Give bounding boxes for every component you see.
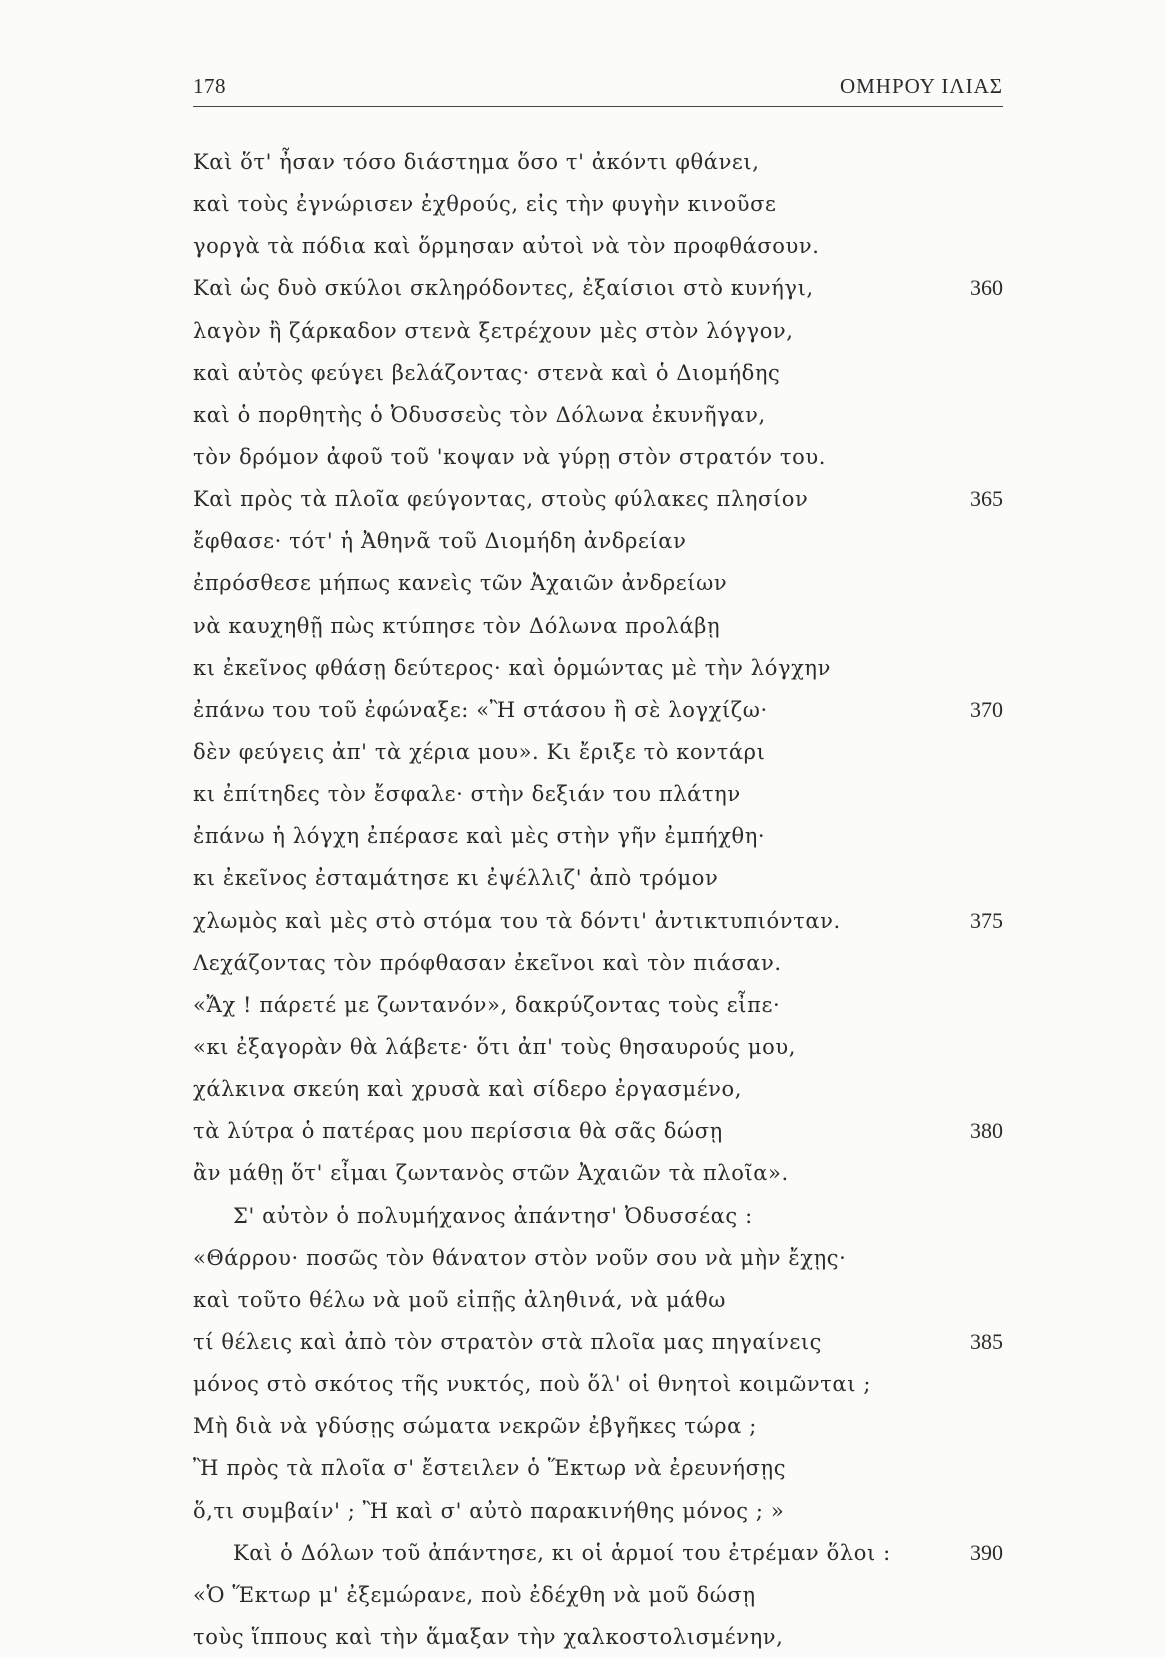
- line-number: 385: [970, 1328, 1003, 1354]
- verse-line: [193, 1195, 1003, 1237]
- verse-text: ὅ,τι συμβαίν' ; Ἢ καὶ σ' αὐτὸ παρακινήθης μόνος ; »: [193, 1498, 785, 1523]
- verse-line: [193, 605, 1003, 647]
- poem-text: [193, 141, 1003, 1658]
- verse-text: «Ὁ Ἕκτωρ μ' ἐξεμώρανε, ποὺ ἐδέχθη νὰ μοῦ δώσῃ: [193, 1582, 756, 1607]
- verse-line: [193, 815, 1003, 857]
- verse-text: «Ἄχ ! πάρετέ με ζωντανόν», δακρύζοντας τοὺς εἶπε·: [193, 992, 781, 1017]
- verse-line: [193, 1616, 1003, 1658]
- line-number: 375: [970, 907, 1003, 933]
- verse-text: νὰ καυχηθῇ πὼς κτύπησε τὸν Δόλωνα προλάβῃ: [193, 613, 721, 638]
- verse-line: [193, 1532, 1003, 1574]
- verse-text: «κι ἐξαγορὰν θὰ λάβετε· ὅτι ἀπ' τοὺς θησαυρούς μου,: [193, 1034, 797, 1059]
- verse-text: Ἢ πρὸς τὰ πλοῖα σ' ἔστειλεν ὁ Ἕκτωρ νὰ ἐρευνήσῃς: [193, 1456, 787, 1481]
- verse-line: [193, 352, 1003, 394]
- line-number: 360: [970, 275, 1003, 301]
- verse-text: Σ' αὐτὸν ὁ πολυμήχανος ἀπάντησ' Ὀδυσσέας :: [233, 1203, 753, 1228]
- verse-line: [193, 478, 1003, 520]
- verse-text: Καὶ ὅτ' ἦσαν τόσο διάστημα ὅσο τ' ἀκόντι φθάνει,: [193, 150, 760, 174]
- verse-text: κι ἐκεῖνος ἐσταμάτησε κι ἐψέλλιζ' ἀπὸ τρόμον: [193, 866, 719, 891]
- verse-line: [193, 1405, 1003, 1447]
- verse-line: [193, 1321, 1003, 1363]
- verse-line: [193, 773, 1003, 815]
- verse-text: Καὶ ὡς δυὸ σκύλοι σκληρόδοντες, ἐξαίσιοι στὸ κυνήγι,: [193, 276, 814, 301]
- verse-line: [193, 942, 1003, 984]
- verse-text: ἐπάνω ἡ λόγχη ἐπέρασε καὶ μὲς στὴν γῆν ἐμπήχθη·: [193, 824, 766, 849]
- page-number: 178: [193, 74, 226, 98]
- verse-line: [193, 1574, 1003, 1616]
- verse-text: δὲν φεύγεις ἀπ' τὰ χέρια μου». Κι ἔριξε τὸ κοντάρι: [193, 739, 766, 764]
- verse-line: [193, 394, 1003, 436]
- verse-text: τὸν δρόμον ἀφοῦ τοῦ 'κοψαν νὰ γύρῃ στὸν στρατόν του.: [193, 444, 827, 469]
- page-header: [193, 74, 1003, 104]
- verse-line: [193, 520, 1003, 562]
- verse-text: καὶ τοῦτο θέλω νὰ μοῦ εἰπῇς ἀληθινά, νὰ μάθω: [193, 1287, 726, 1312]
- verse-text: τὰ λύτρα ὁ πατέρας μου περίσσια θὰ σᾶς δώσῃ: [193, 1119, 723, 1144]
- verse-line: [193, 310, 1003, 352]
- verse-text: καὶ τοὺς ἐγνώρισεν ἐχθρούς, εἰς τὴν φυγὴν κινοῦσε: [193, 192, 777, 217]
- verse-text: Μὴ διὰ νὰ γδύσῃς σώματα νεκρῶν ἐβγῆκες τώρα ;: [193, 1414, 757, 1439]
- verse-text: ἐπρόσθεσε μήπως κανεὶς τῶν Ἀχαιῶν ἀνδρείων: [193, 571, 728, 596]
- verse-line: [193, 1110, 1003, 1152]
- verse-text: καὶ ὁ πορθητὴς ὁ Ὀδυσσεὺς τὸν Δόλωνα ἐκυνῆγαν,: [193, 402, 766, 427]
- verse-text: γοργὰ τὰ πόδια καὶ ὅρμησαν αὐτοὶ νὰ τὸν προφθάσουν.: [193, 234, 820, 259]
- verse-text: Λεχάζοντας τὸν πρόφθασαν ἐκεῖνοι καὶ τὸν πιάσαν.: [193, 950, 782, 975]
- verse-text: τί θέλεις καὶ ἀπὸ τὸν στρατὸν στὰ πλοῖα μας πηγαίνεις: [193, 1329, 823, 1354]
- verse-line: [193, 900, 1003, 942]
- verse-text: Καὶ ὁ Δόλων τοῦ ἀπάντησε, κι οἱ ἁρμοί του ἐτρέμαν ὅλοι :: [233, 1540, 891, 1565]
- verse-text: «Θάρρου· ποσῶς τὸν θάνατον στὸν νοῦν σου νὰ μὴν ἔχῃς·: [193, 1245, 847, 1270]
- verse-line: [193, 689, 1003, 731]
- verse-line: [193, 267, 1003, 309]
- verse-line: [193, 562, 1003, 604]
- verse-line: [193, 731, 1003, 773]
- verse-text: κι ἐπίτηδες τὸν ἔσφαλε· στὴν δεξιάν του πλάτην: [193, 782, 741, 807]
- header-rule: [193, 106, 1003, 107]
- verse-line: [193, 1279, 1003, 1321]
- verse-text: λαγὸν ἢ ζάρκαδον στενὰ ξετρέχουν μὲς στὸν λόγγον,: [193, 318, 794, 343]
- verse-line: [193, 1152, 1003, 1194]
- verse-line: [193, 1068, 1003, 1110]
- verse-line: [193, 1026, 1003, 1068]
- verse-text: καὶ αὐτὸς φεύγει βελάζοντας· στενὰ καὶ ὁ Διομήδης: [193, 360, 781, 385]
- verse-line: [193, 1237, 1003, 1279]
- verse-line: [193, 225, 1003, 267]
- verse-text: χάλκινα σκεύη καὶ χρυσὰ καὶ σίδερο ἐργασμένο,: [193, 1077, 743, 1102]
- verse-text: κι ἐκεῖνος φθάσῃ δεύτερος· καὶ ὁρμώντας μὲ τὴν λόγχην: [193, 655, 831, 680]
- verse-text: Καὶ πρὸς τὰ πλοῖα φεύγοντας, στοὺς φύλακες πλησίον: [193, 487, 809, 512]
- verse-line: [193, 1363, 1003, 1405]
- verse-line: [193, 647, 1003, 689]
- verse-line: [193, 1490, 1003, 1532]
- verse-text: ἂν μάθῃ ὅτ' εἶμαι ζωντανὸς στῶν Ἀχαιῶν τὰ πλοῖα».: [193, 1161, 789, 1186]
- verse-text: ἔφθασε· τότ' ἡ Ἀθηνᾶ τοῦ Διομήδη ἀνδρείαν: [193, 529, 687, 554]
- verse-line: [193, 436, 1003, 478]
- verse-line: [193, 857, 1003, 899]
- line-number: 370: [970, 696, 1003, 722]
- line-number: 365: [970, 486, 1003, 512]
- verse-text: χλωμὸς καὶ μὲς στὸ στόμα του τὰ δόντι' ἀντικτυπιόνταν.: [193, 908, 841, 933]
- running-title: ΟΜΗΡΟΥ ΙΛΙΑΣ: [839, 74, 1003, 98]
- verse-line: [193, 141, 1003, 183]
- verse-line: [193, 183, 1003, 225]
- verse-line: [193, 984, 1003, 1026]
- line-number: 390: [970, 1539, 1003, 1565]
- verse-line: [193, 1447, 1003, 1489]
- line-number: 380: [970, 1118, 1003, 1144]
- verse-text: τοὺς ἵππους καὶ τὴν ἅμαξαν τὴν χαλκοστολισμένην,: [193, 1624, 784, 1649]
- verse-text: μόνος στὸ σκότος τῆς νυκτός, ποὺ ὅλ' οἱ θνητοὶ κοιμῶνται ;: [193, 1372, 871, 1397]
- verse-text: ἐπάνω του τοῦ ἐφώναξε: «Ἢ στάσου ἢ σὲ λογχίζω·: [193, 697, 768, 722]
